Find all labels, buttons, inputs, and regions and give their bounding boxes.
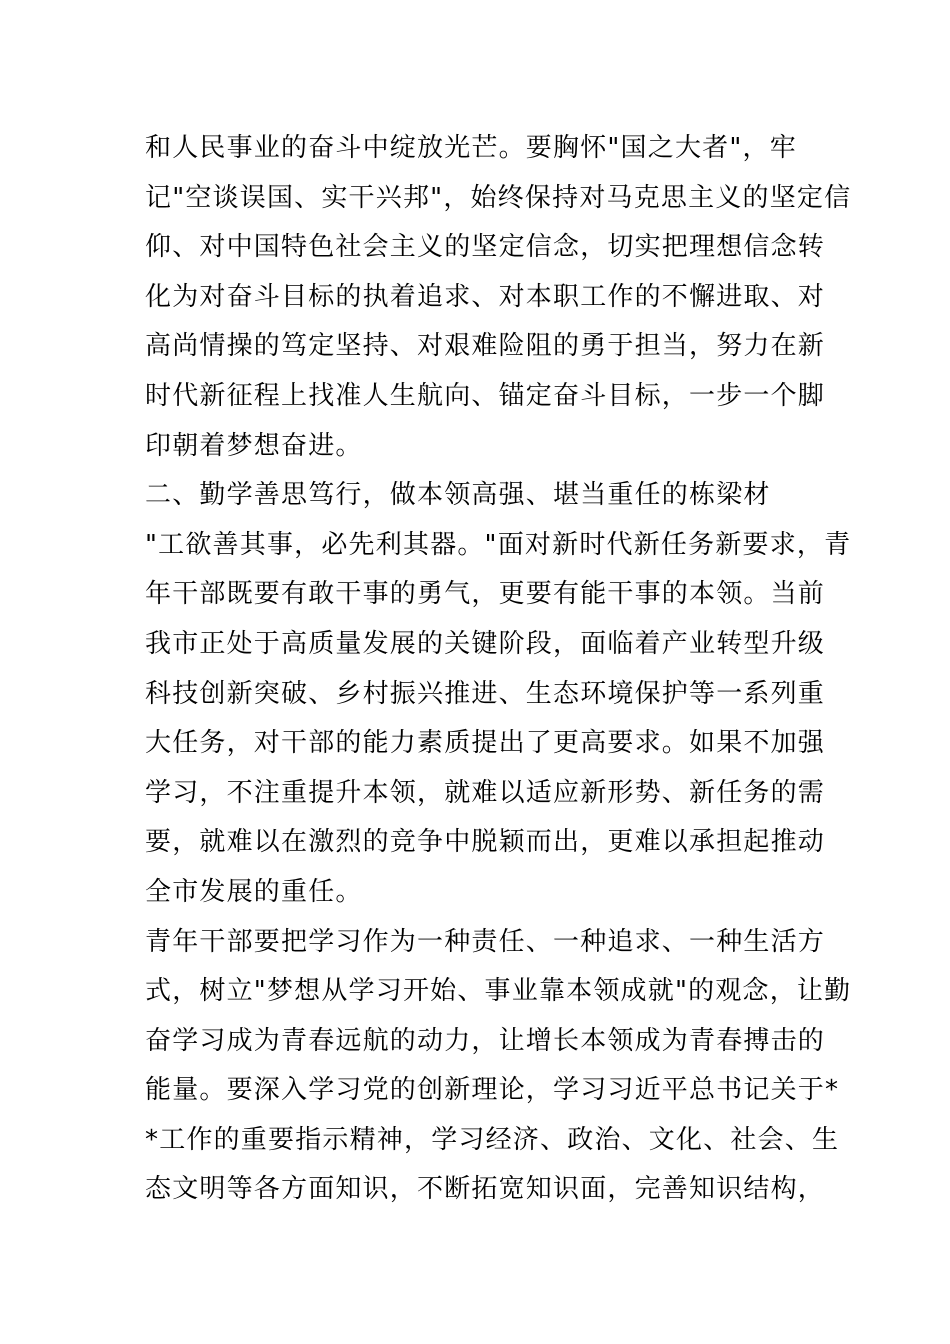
text-line: 时代新征程上找准人生航向、锚定奋斗目标，一步一个脚 — [145, 380, 826, 411]
text-line: 全市发展的重任。 — [145, 876, 363, 907]
text-line: 学习，不注重提升本领，就难以适应新形势、新任务的需 — [145, 777, 826, 808]
section-heading: 二、勤学善思笃行，做本领高强、堪当重任的栋梁材 — [145, 480, 771, 511]
text-line: 大任务，对干部的能力素质提出了更高要求。如果不加强 — [145, 728, 826, 759]
text-line: *工作的重要指示精神，学习经济、政治、文化、社会、生 — [145, 1124, 840, 1155]
text-line: "工欲善其事，必先利其器。"面对新时代新任务新要求，青 — [145, 529, 852, 560]
text-line: 能量。要深入学习党的创新理论，学习习近平总书记关于* — [145, 1075, 840, 1106]
text-line: 高尚情操的笃定坚持、对艰难险阻的勇于担当，努力在新 — [145, 331, 826, 362]
text-line: 记"空谈误国、实干兴邦"，始终保持对马克思主义的坚定信 — [145, 182, 852, 213]
text-line: 式，树立"梦想从学习开始、事业靠本领成就"的观念，让勤 — [145, 976, 852, 1007]
text-line: 要，就难以在激烈的竞争中脱颖而出，更难以承担起推动 — [145, 827, 826, 858]
text-line: 我市正处于高质量发展的关键阶段，面临着产业转型升级 — [145, 628, 826, 659]
text-line: 态文明等各方面知识，不断拓宽知识面，完善知识结构， — [145, 1174, 826, 1205]
document-body — [145, 124, 852, 1215]
text-line: 年干部既要有敢干事的勇气，更要有能干事的本领。当前 — [145, 579, 826, 610]
text-line: 科技创新突破、乡村振兴推进、生态环境保护等一系列重 — [145, 678, 826, 709]
text-line: 化为对奋斗目标的执着追求、对本职工作的不懈进取、对 — [145, 281, 826, 312]
text-line: 印朝着梦想奋进。 — [145, 430, 363, 461]
text-line: 青年干部要把学习作为一种责任、一种追求、一种生活方 — [145, 926, 826, 957]
text-line: 奋学习成为青春远航的动力，让增长本领成为青春搏击的 — [145, 1025, 826, 1056]
text-line: 仰、对中国特色社会主义的坚定信念，切实把理想信念转 — [145, 232, 826, 263]
text-line: 和人民事业的奋斗中绽放光芒。要胸怀"国之大者"，牢 — [145, 133, 797, 163]
